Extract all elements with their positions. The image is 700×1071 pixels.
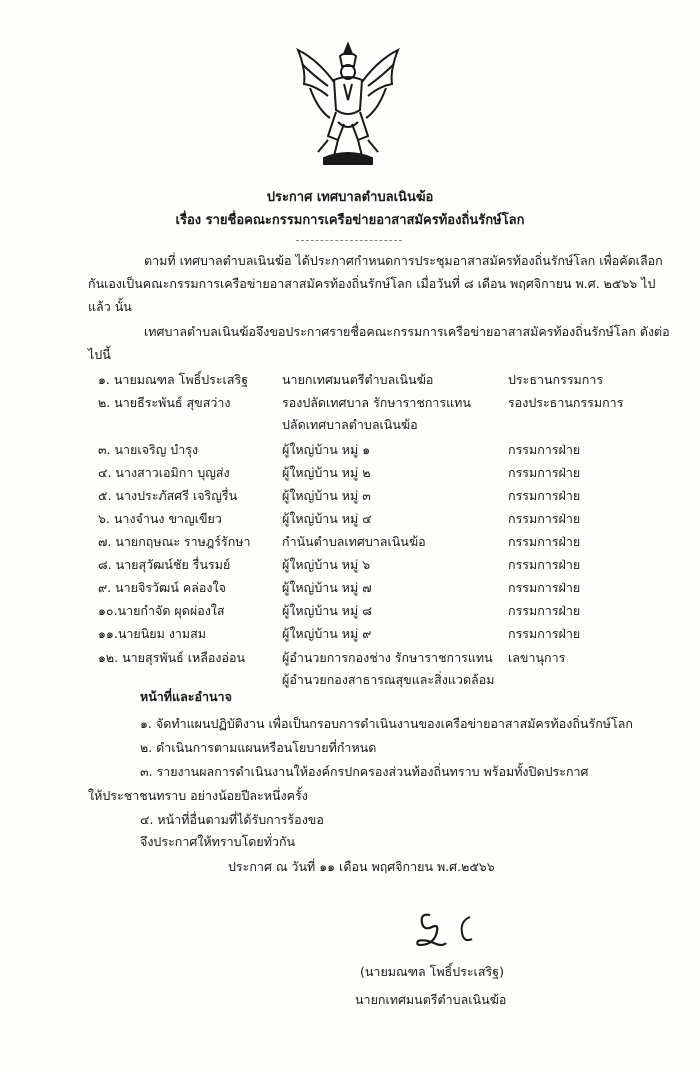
committee-row — [0, 648, 700, 670]
committee-row — [0, 532, 700, 554]
member-name: ๘. นายสุวัฒน์ชัย รื่นรมย์ — [98, 557, 231, 572]
committee-row-continued — [0, 415, 700, 437]
handwritten-signature — [410, 905, 490, 953]
committee-row — [0, 440, 700, 462]
member-role: กรรมการฝ่าย — [508, 465, 581, 480]
member-name: ๑๐.นายกำจัด ผุดผ่องใส — [98, 603, 225, 618]
committee-row — [0, 486, 700, 508]
member-role: กรรมการฝ่าย — [508, 488, 581, 503]
member-position: ผู้ใหญ่บ้าน หมู่ ๗ — [282, 580, 372, 595]
member-position: ผู้ใหญ่บ้าน หมู่ ๔ — [282, 511, 372, 526]
duties-heading: หน้าที่และอำนาจ — [140, 689, 232, 704]
committee-row — [0, 624, 700, 646]
member-position: ผู้ใหญ่บ้าน หมู่ ๖ — [282, 557, 371, 572]
member-position: รองปลัดเทศบาล รักษาราชการแทน — [282, 395, 471, 410]
member-role: เลขานุการ — [508, 650, 566, 665]
member-position: ผู้ใหญ่บ้าน หมู่ ๒ — [282, 465, 371, 480]
duty-item: ๓. รายงานผลการดำเนินงานให้องค์กรปกครองส่วนท้องถิ่นทราบ พร้อมทั้งปิดประกาศ — [140, 764, 589, 779]
member-position-continued: ปลัดเทศบาลตำบลเนินฆ้อ — [282, 417, 418, 432]
intro-paragraph: ตามที่ เทศบาลตำบลเนินฆ้อ ได้ประกาศกำหนดการประชุมอาสาสมัครท้องถิ่นรักษ์โลก เพื่อคัดเลือกกันเองเป็นคณะกรรมการเครือข่ายอาสาสมัครท้องถิ่นรักษ์โลก เมื่อวันที่ ๘ เดือน พฤศจิกายน พ.ศ. ๒๕๖๖ ไปแล้ว นั้น — [88, 253, 663, 314]
title-divider — [296, 240, 402, 241]
garuda-emblem-icon — [288, 40, 408, 168]
announcement-date: ประกาศ ณ วันที่ ๑๑ เดือน พฤศจิกายน พ.ศ.๒๕๖๖ — [228, 859, 495, 874]
committee-row — [0, 578, 700, 600]
member-name: ๑. นายมณฑล โพธิ์ประเสริฐ — [98, 372, 249, 387]
member-name: ๔. นางสาวเอมิกา บุญส่ง — [98, 465, 230, 480]
member-position: ผู้อำนวยการกองช่าง รักษาราชการแทน — [282, 650, 493, 665]
announcement-title: ประกาศ เทศบาลตำบลเนินฆ้อ — [266, 190, 434, 205]
member-role: กรรมการฝ่าย — [508, 442, 581, 457]
member-position: ผู้ใหญ่บ้าน หมู่ ๓ — [282, 488, 371, 503]
signer-name: (นายมณฑล โพธิ์ประเสริฐ) — [360, 964, 504, 979]
member-position-continued: ผู้อำนวยกองสาธารณสุขและสิ่งแวดล้อม — [282, 672, 495, 687]
announce-paragraph: เทศบาลตำบลเนินฆ้อจึงขอประกาศรายชื่อคณะกรรมการเครือข่ายอาสาสมัครท้องถิ่นรักษ์โลก ดังต่อไปนี้ — [88, 324, 670, 362]
member-name: ๗. นายกฤษณะ ราษฎร์รักษา — [98, 534, 251, 549]
member-role: ประธานกรรมการ — [508, 372, 604, 387]
member-name: ๒. นายธีระพันธ์ สุขสว่าง — [98, 395, 231, 410]
committee-row — [0, 555, 700, 577]
member-role: กรรมการฝ่าย — [508, 603, 581, 618]
duty-item-continued: ให้ประชาชนทราบ อย่างน้อยปีละหนึ่งครั้ง — [88, 788, 308, 803]
duty-item: ๒. ดำเนินการตามแผนหรือนโยบายที่กำหนด — [140, 740, 377, 755]
member-name: ๙. นายจิรวัฒน์ คล่องใจ — [98, 580, 226, 595]
member-position: ผู้ใหญ่บ้าน หมู่ ๑ — [282, 442, 371, 457]
committee-row — [0, 370, 700, 392]
closing-announce: จึงประกาศให้ทราบโดยทั่วกัน — [140, 834, 296, 849]
member-role: กรรมการฝ่าย — [508, 580, 581, 595]
duty-item: ๔. หน้าที่อื่นตามที่ได้รับการร้องขอ — [140, 812, 324, 827]
duty-item: ๑. จัดทำแผนปฏิบัติงาน เพื่อเป็นกรอบการดำเนินงานของเครือข่ายอาสาสมัครท้องถิ่นรักษ์โลก — [140, 716, 633, 731]
committee-row — [0, 463, 700, 485]
member-role: กรรมการฝ่าย — [508, 626, 581, 641]
member-position: กำนันตำบลเทศบาลเนินฆ้อ — [282, 534, 426, 549]
committee-row — [0, 601, 700, 623]
member-name: ๕. นางประภัสศรี เจริญรื่น — [98, 488, 238, 503]
member-role: กรรมการฝ่าย — [508, 534, 581, 549]
member-position: ผู้ใหญ่บ้าน หมู่ ๙ — [282, 626, 372, 641]
member-name: ๖. นางจำนง ขาญเขียว — [98, 511, 222, 526]
member-role: กรรมการฝ่าย — [508, 511, 581, 526]
signer-position: นายกเทศมนตรีตำบลเนินฆ้อ — [355, 992, 507, 1007]
member-name: ๑๒. นายสุรพันธ์ เหลืองอ่อน — [98, 650, 246, 665]
announcement-subject: เรื่อง รายชื่อคณะกรรมการเครือข่ายอาสาสมัครท้องถิ่นรักษ์โลก — [175, 213, 525, 228]
member-position: ผู้ใหญ่บ้าน หมู่ ๘ — [282, 603, 372, 618]
member-name: ๑๑.นายนิยม งามสม — [98, 626, 207, 641]
member-name: ๓. นายเจริญ บำรุง — [98, 442, 199, 457]
committee-row — [0, 509, 700, 531]
member-role: กรรมการฝ่าย — [508, 557, 581, 572]
member-role: รองประธานกรรมการ — [508, 395, 624, 410]
member-position: นายกเทศมนตรีตำบลเนินฆ้อ — [282, 372, 434, 387]
committee-row-continued — [0, 670, 700, 692]
committee-row — [0, 393, 700, 415]
